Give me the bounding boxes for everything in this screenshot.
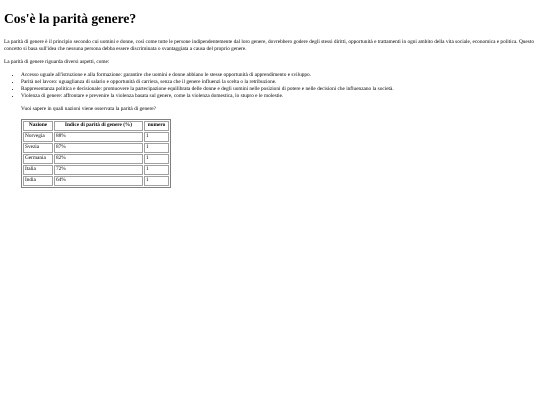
cell-number: 1 xyxy=(144,176,169,186)
column-header-number: numero xyxy=(144,121,169,131)
aspect-item: • Accesso uguale all'istruzione e alla formazione: garantire che uomini e donne abbiano le stesse opportunità di apprendimento e sviluppo. xyxy=(21,72,536,79)
aspects-list xyxy=(4,72,536,100)
cell-number: 1 xyxy=(144,143,169,153)
cell-number: 1 xyxy=(144,165,169,175)
cell-index: 88% xyxy=(54,132,143,142)
cell-index: 82% xyxy=(54,154,143,164)
aspect-item: • Rappresentanza politica e decisionale: promuovere la partecipazione equilibrata delle donne e degli uomini nelle posizioni di potere e nelle decisioni che influenzano la società. xyxy=(21,86,536,93)
cell-number: 1 xyxy=(144,132,169,142)
cell-nation: Germania xyxy=(23,154,53,164)
cell-number: 1 xyxy=(144,154,169,164)
cell-nation: Italia xyxy=(23,165,53,175)
page xyxy=(0,0,540,188)
aspect-item: • Parità nel lavoro: uguaglianza di salario e opportunità di carriera, senza che il genere influenzi la scelta o la retribuzione. xyxy=(21,79,536,86)
aspects-intro: La parità di genere riguarda diversi aspetti, come: xyxy=(4,59,110,66)
cell-index: 87% xyxy=(54,143,143,153)
column-header-nation: Nazione xyxy=(23,121,53,131)
cell-index: 72% xyxy=(54,165,143,175)
cell-nation: Norvegia xyxy=(23,132,53,142)
table-row xyxy=(23,165,169,175)
table-row xyxy=(23,143,169,153)
table-row xyxy=(23,132,169,142)
table-row xyxy=(23,154,169,164)
page-title: Cos'è la parità genere? xyxy=(4,11,137,26)
question-text: Vuoi sapere in quali nazioni viene osservata la parità di genere? xyxy=(21,105,156,112)
cell-nation: Svezia xyxy=(23,143,53,153)
cell-nation: India xyxy=(23,176,53,186)
table-header-row xyxy=(23,121,169,131)
table-row xyxy=(23,176,169,186)
gender-parity-table xyxy=(21,119,171,188)
column-header-index: Indice di parità di genere (%) xyxy=(54,121,143,131)
intro-paragraph: La parità di genere è il principio secondo cui uomini e donne, così come tutte le persone indipendentemente dal loro genere, dovrebbero godere degli stessi diritti, opportunità e trattamenti in ogni ambito della vita sociale, economica e politica. Questo concetto si basa sull'idea che nessuna persona debba essere discriminata o svantaggiata a causa del proprio genere. xyxy=(4,38,534,52)
cell-index: 64% xyxy=(54,176,143,186)
aspect-item: • Violenza di genere: affrontare e prevenire la violenza basata sul genere, come la violenza domestica, lo stupro e le molestie. xyxy=(21,93,536,100)
